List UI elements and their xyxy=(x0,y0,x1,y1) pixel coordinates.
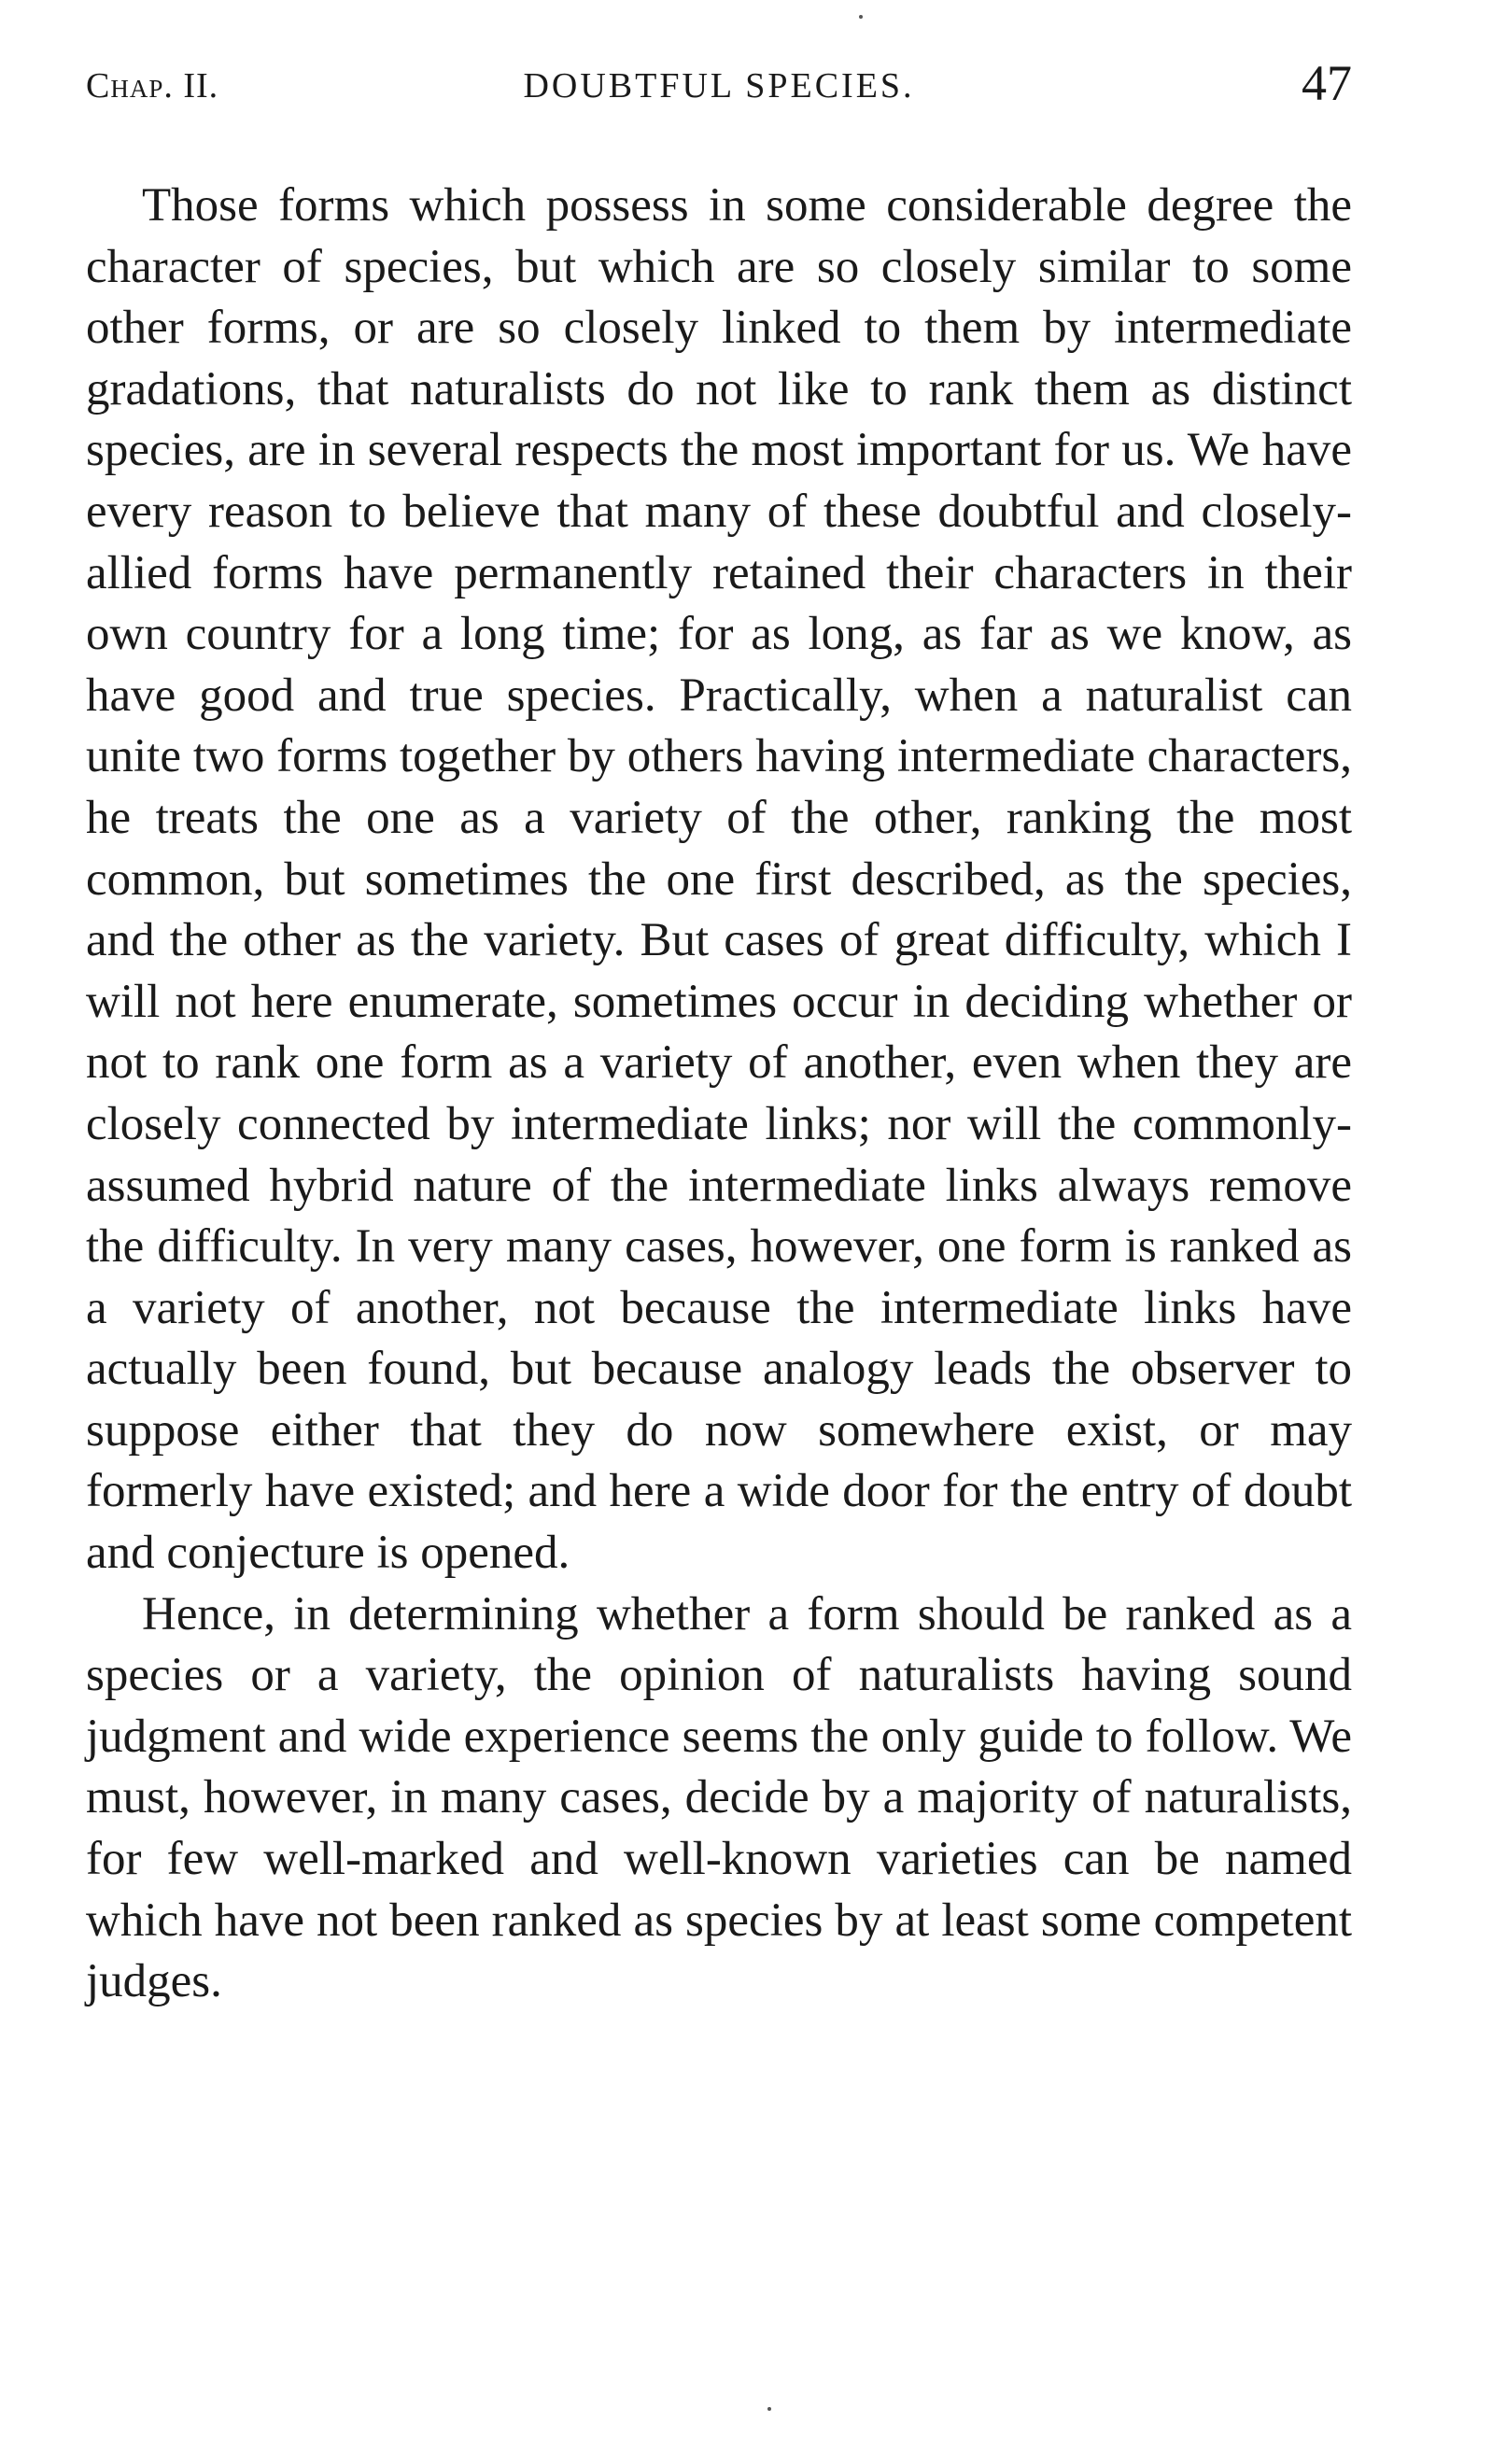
paragraph-2: Hence, in determining whether a form should be ranked as a species or a variety, the opinion of naturalists having sound judgment and wide experience seems the only guide to follow. We must, however, in many cases, decide by a majority of naturalists, for few well-marked and well-known varieties can be named which have not been ranked as species by at least some competent judges. xyxy=(86,1587,1352,2008)
running-head xyxy=(86,54,1352,120)
paragraph-1: Those forms which possess in some considerable degree the character of species, but which are so closely similar to some other forms, or are so closely linked to them by intermediate gradations, that naturalists do not like to rank them as distinct species, are in several respects the most important for us. We have every reason to believe that many of these doubtful and closely-allied forms have permanently retained their characters in their own country for a long time; for as long, as far as we know, as have good and true species. Practically, when a naturalist can unite two forms together by others having intermediate characters, he treats the one as a variety of the other, ranking the most common, but sometimes the one first described, as the species, and the other as the variety. But cases of great difficulty, which I will not here enumerate, sometimes occur in deciding whether or not to rank one form as a variety of another, even when they are closely connected by intermediate links; nor will the commonly-assumed hybrid nature of the intermediate links always remove the difficulty. In very many cases, however, one form is ranked as a variety of another, not because the intermediate links have actually been found, but because analogy leads the observer to suppose either that they do now somewhere exist, or may formerly have existed; and here a wide door for the entry of doubt and conjecture is opened. xyxy=(86,179,1352,1580)
page-number: 47 xyxy=(1302,55,1352,111)
body-text xyxy=(86,176,1352,2013)
running-title: DOUBTFUL SPECIES. xyxy=(523,66,915,106)
chapter-label: Chap. II. xyxy=(86,66,219,106)
print-speck xyxy=(767,2407,771,2411)
print-speck xyxy=(859,15,863,19)
